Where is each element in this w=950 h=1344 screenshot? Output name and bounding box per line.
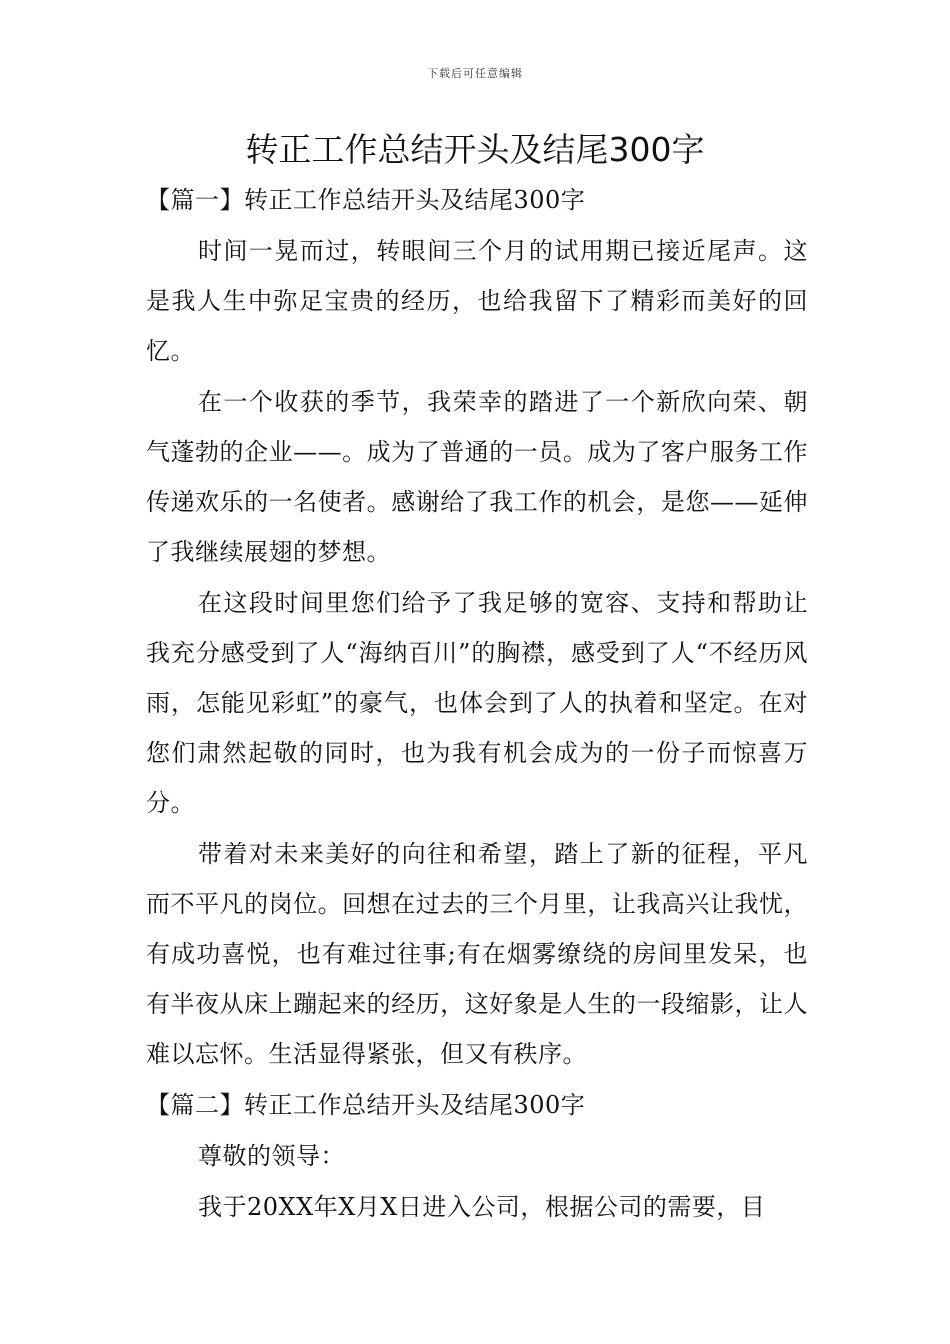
section-heading-2: 【篇二】转正工作总结开头及结尾300字 — [146, 1091, 586, 1119]
section-1-paragraph-3: 在这段时间里您们给予了我足够的宽容、支持和帮助让我充分感受到了人“海纳百川”的胸襟，感受到了人“不经历风雨，怎能见彩虹”的豪气，也体会到了人的执着和坚定。在对您们肃然起敬的同时，也为我有机会成为的一份子而惊喜万分。 — [146, 589, 808, 817]
header-note: 下载后可任意编辑 — [427, 67, 523, 80]
section-1-paragraph-2: 在一个收获的季节，我荣幸的踏进了一个新欣向荣、朝气蓬勃的企业——。成为了普通的一员。成为了客户服务工作传递欢乐的一名使者。感谢给了我工作的机会，是您——延伸了我继续展翅的梦想。 — [146, 388, 808, 566]
document-body — [146, 174, 808, 1232]
section-1-paragraph-4: 带着对未来美好的向往和希望，踏上了新的征程，平凡而不平凡的岗位。回想在过去的三个月里，让我高兴让我忧，有成功喜悦，也有难过往事;有在烟雾缭绕的房间里发呆，也有半夜从床上蹦起来的经历，这好象是人生的一段缩影，让人难以忘怀。生活显得紧张，但又有秩序。 — [146, 840, 808, 1068]
section-1-paragraph-1: 时间一晃而过，转眼间三个月的试用期已接近尾声。这是我人生中弥足宝贵的经历，也给我留下了精彩而美好的回忆。 — [146, 237, 808, 365]
document-title: 转正工作总结开头及结尾300字 — [245, 130, 705, 169]
section-2-paragraph-2: 我于20XX年X月X日进入公司，根据公司的需要，目 — [198, 1193, 766, 1221]
section-2-paragraph-1: 尊敬的领导： — [198, 1142, 345, 1170]
section-heading-1: 【篇一】转正工作总结开头及结尾300字 — [146, 186, 586, 214]
